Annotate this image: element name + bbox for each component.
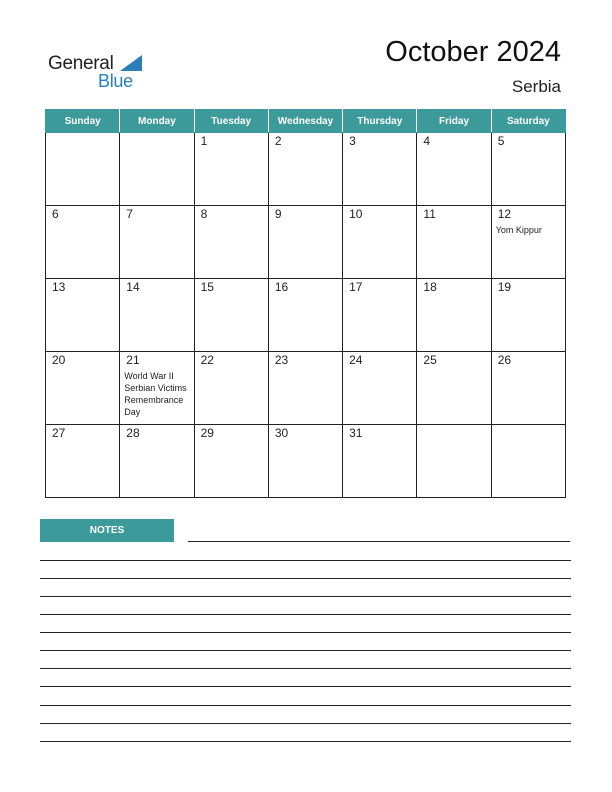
day-number: 21: [126, 353, 140, 367]
day-number: 14: [126, 280, 140, 294]
weekday-header: Thursday: [343, 110, 417, 133]
day-cell: [417, 133, 491, 206]
day-cell: [491, 279, 565, 352]
month-title: October 2024: [385, 36, 561, 68]
day-cell: [417, 425, 491, 498]
day-number: 4: [423, 134, 431, 148]
day-cell: [491, 133, 565, 206]
notes-line: [40, 560, 571, 561]
logo-general-text: General: [48, 53, 114, 74]
notes-line: [40, 650, 571, 651]
weekday-header: Friday: [417, 110, 491, 133]
day-cell: [120, 425, 194, 498]
day-cell: [417, 279, 491, 352]
day-cell: [268, 425, 342, 498]
notes-line: [40, 668, 571, 669]
day-cell: [268, 206, 342, 279]
notes-line: [40, 705, 571, 706]
country-name: Serbia: [511, 77, 561, 96]
day-cell: [268, 279, 342, 352]
day-number: 11: [423, 207, 436, 221]
week-row: [46, 279, 566, 352]
logo-triangle-icon: [120, 55, 142, 71]
day-cell: [491, 206, 565, 279]
day-number: 16: [274, 280, 289, 294]
day-number: 29: [200, 426, 214, 440]
day-cell: [343, 425, 417, 498]
day-number: 10: [349, 207, 363, 221]
day-number: 28: [126, 426, 140, 440]
day-number: 12: [497, 207, 512, 221]
day-number: 17: [349, 280, 363, 294]
day-number: 2: [274, 134, 282, 148]
day-number: 9: [274, 207, 282, 221]
day-cell: [194, 133, 268, 206]
week-row: [46, 352, 566, 425]
week-row: [46, 133, 566, 206]
weekday-header: Monday: [120, 110, 194, 133]
day-cell: [417, 206, 491, 279]
day-cell: [46, 133, 120, 206]
day-cell: [268, 133, 342, 206]
notes-line: [40, 723, 571, 724]
weekday-header: Tuesday: [194, 110, 268, 133]
day-cell: [46, 279, 120, 352]
day-number: 19: [497, 280, 512, 294]
day-cell: [491, 352, 565, 425]
day-cell: [46, 425, 120, 498]
day-number: 7: [126, 207, 133, 221]
notes-label: NOTES: [40, 519, 174, 542]
day-cell: [194, 206, 268, 279]
day-cell: [46, 206, 120, 279]
notes-line: [40, 578, 571, 579]
day-cell: [417, 352, 491, 425]
holiday-label: World War II Serbian Victims Remembrance Day: [124, 371, 187, 417]
day-number: 25: [423, 353, 437, 367]
day-cell: [120, 352, 194, 425]
day-cell: [120, 133, 194, 206]
day-number: 15: [200, 280, 214, 294]
day-number: 30: [274, 426, 289, 440]
day-number: 6: [52, 207, 59, 221]
day-number: 20: [52, 353, 66, 367]
day-number: 1: [200, 134, 208, 148]
holiday-label: Yom Kippur: [495, 225, 542, 235]
day-cell: [194, 352, 268, 425]
day-number: 24: [349, 353, 363, 367]
day-number: 22: [200, 353, 214, 367]
day-cell: [120, 279, 194, 352]
notes-line: [40, 686, 571, 687]
day-cell: [343, 352, 417, 425]
day-cell: [46, 352, 120, 425]
day-cell: [268, 352, 342, 425]
day-cell: [343, 279, 417, 352]
logo-blue-text: Blue: [98, 71, 133, 91]
notes-line: [188, 541, 570, 542]
week-row: [46, 425, 566, 498]
day-number: 27: [52, 426, 66, 440]
day-cell: [194, 279, 268, 352]
day-number: 23: [274, 353, 289, 367]
week-row: [46, 206, 566, 279]
day-number: 8: [200, 207, 208, 221]
day-number: 13: [52, 280, 66, 294]
day-cell: [491, 425, 565, 498]
calendar-grid: [45, 109, 566, 498]
day-cell: [343, 133, 417, 206]
day-cell: [120, 206, 194, 279]
logo: [48, 53, 148, 93]
day-cell: [343, 206, 417, 279]
notes-line: [40, 614, 571, 615]
day-number: 26: [497, 353, 512, 367]
notes-line: [40, 741, 571, 742]
notes-line: [40, 596, 571, 597]
weekday-header: Saturday: [491, 110, 565, 133]
day-number: 5: [497, 134, 505, 148]
day-cell: [194, 425, 268, 498]
weekday-header: Wednesday: [268, 110, 342, 133]
notes-line: [40, 632, 571, 633]
day-number: 3: [349, 134, 356, 148]
day-number: 18: [423, 280, 437, 294]
day-number: 31: [349, 426, 363, 440]
weekday-header: Sunday: [46, 110, 120, 133]
weekday-header-row: [46, 110, 566, 133]
